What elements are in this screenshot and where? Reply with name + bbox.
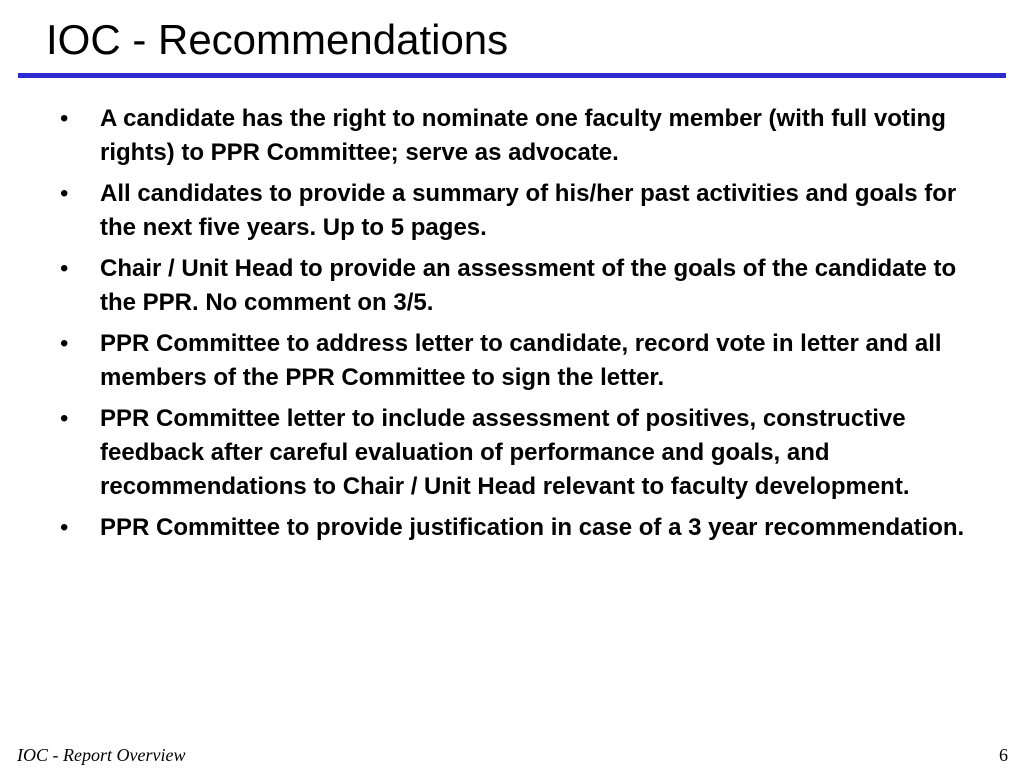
bullet-icon: • bbox=[60, 105, 69, 132]
bullet-text: A candidate has the right to nominate one faculty member (with full voting rights) to PPR Committee; serve as advocate. bbox=[100, 105, 946, 166]
bullet-item bbox=[60, 252, 980, 320]
bullet-icon: • bbox=[60, 405, 69, 432]
title-underline-rule bbox=[18, 73, 1006, 78]
bullet-item bbox=[60, 327, 980, 395]
bullet-icon: • bbox=[60, 255, 69, 282]
footer-presentation-title: IOC - Report Overview bbox=[17, 745, 186, 765]
bullet-item bbox=[60, 511, 980, 545]
slide-page-number: 6 bbox=[999, 745, 1008, 765]
bullet-icon: • bbox=[60, 514, 69, 541]
slide-title: IOC - Recommendations bbox=[46, 16, 509, 63]
bullet-text: PPR Committee to provide justification in case of a 3 year recommendation. bbox=[100, 514, 965, 541]
bullet-icon: • bbox=[60, 330, 69, 357]
bullet-item bbox=[60, 402, 980, 504]
bullet-item bbox=[60, 177, 980, 245]
bullet-text: PPR Committee letter to include assessment of positives, constructive feedback after careful evaluation of performance and goals, and recommendations to Chair / Unit Head relevant to faculty development. bbox=[100, 405, 910, 500]
bullet-item bbox=[60, 102, 980, 170]
bullet-text: Chair / Unit Head to provide an assessment of the goals of the candidate to the PPR. No comment on 3/5. bbox=[100, 255, 957, 316]
bullet-icon: • bbox=[60, 180, 69, 207]
bullet-list bbox=[60, 102, 980, 552]
bullet-text: PPR Committee to address letter to candidate, record vote in letter and all members of the PPR Committee to sign the letter. bbox=[100, 330, 942, 391]
bullet-text: All candidates to provide a summary of his/her past activities and goals for the next five years. Up to 5 pages. bbox=[100, 180, 957, 241]
